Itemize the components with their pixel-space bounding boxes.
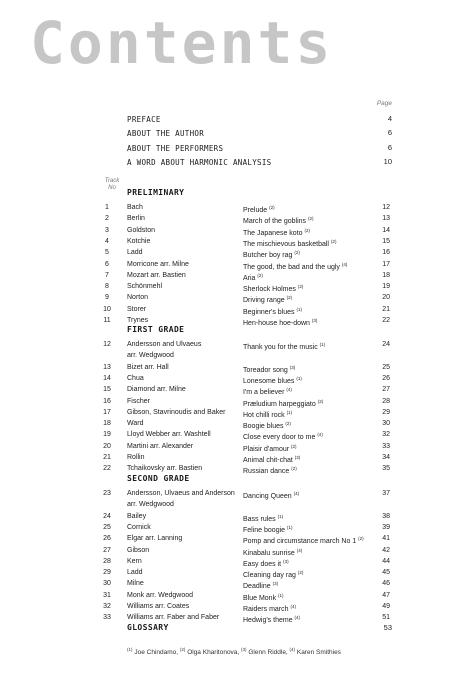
performer-note: (4) xyxy=(289,647,296,652)
composer-name: Williams arr. Coates xyxy=(127,603,190,610)
composer-name: Rollin xyxy=(127,454,145,461)
front-matter-page: 6 xyxy=(387,143,392,152)
table-row[interactable] xyxy=(0,612,468,623)
table-row[interactable] xyxy=(0,567,468,578)
composer-arranger: arr. Wedgwood xyxy=(127,501,174,509)
performer-note: (1) xyxy=(278,592,284,598)
page-number: 24 xyxy=(382,341,390,348)
piece-title xyxy=(243,488,299,502)
track-number: 7 xyxy=(105,271,109,279)
page-column-header: Page xyxy=(376,100,392,107)
track-number: 21 xyxy=(103,454,111,461)
track-number: 27 xyxy=(103,546,111,554)
composer-name: Goldston xyxy=(127,226,156,234)
front-matter-page: 6 xyxy=(387,128,392,137)
table-row[interactable] xyxy=(0,452,468,463)
table-row[interactable] xyxy=(0,601,468,612)
page-number: 34 xyxy=(382,454,390,461)
composer-name: Morricone arr. Milne xyxy=(127,260,189,268)
piece-title xyxy=(243,315,317,329)
front-matter-page: 4 xyxy=(387,114,392,123)
page-number: 41 xyxy=(382,535,390,543)
page-number: 15 xyxy=(382,237,390,245)
track-number: 1 xyxy=(105,204,109,211)
piece-title-text: Animal chit-chat xyxy=(243,457,295,464)
piece-title-text: I'm a believer xyxy=(243,389,287,397)
track-number: 32 xyxy=(103,603,111,610)
page-number: 45 xyxy=(382,569,390,577)
piece-title xyxy=(243,463,297,477)
page-number: 28 xyxy=(382,397,390,405)
composer-name: Bailey xyxy=(127,512,147,520)
performer-note: (1) xyxy=(286,409,293,415)
performer-name: Karen Smithies xyxy=(295,649,341,656)
composer-name: Bach xyxy=(127,204,143,211)
track-column-header: Track No xyxy=(104,178,120,191)
page-number: 46 xyxy=(382,580,390,588)
page-number: 47 xyxy=(382,591,390,599)
table-row[interactable] xyxy=(0,522,468,533)
track-number: 5 xyxy=(105,249,109,257)
performer-note: (1) xyxy=(296,375,302,381)
performer-note: (4) xyxy=(294,615,301,621)
piece-title-text: Easy does it xyxy=(243,560,284,568)
track-number: 18 xyxy=(103,420,111,428)
performer-note: (2) xyxy=(294,250,300,256)
section-heading: PRELIMINARY xyxy=(127,188,185,197)
table-row[interactable] xyxy=(0,556,468,567)
composer-name: Berlin xyxy=(127,215,145,223)
performer-note: (4) xyxy=(286,387,292,393)
track-number: 3 xyxy=(105,226,109,234)
track-number: 10 xyxy=(103,305,111,313)
piece-title-text: Bass rules xyxy=(243,515,278,523)
table-row[interactable] xyxy=(0,247,468,258)
page-number: 14 xyxy=(382,226,390,234)
piece-title-text: Sherlock Holmes xyxy=(243,286,298,294)
performer-note: (2) xyxy=(304,227,310,233)
table-row[interactable] xyxy=(0,384,468,395)
piece-title-text: Raiders march xyxy=(243,606,291,613)
page-number: 33 xyxy=(382,442,390,450)
page-number: 30 xyxy=(382,420,390,428)
composer-name: Andersson, Ulvaeus and Anderson xyxy=(127,490,235,497)
performer-note: (1) xyxy=(286,524,293,530)
performer-note: (4) xyxy=(293,491,300,496)
table-row[interactable] xyxy=(0,488,468,499)
piece-title-text: Deadline xyxy=(243,583,273,591)
composer-name: Mozart arr. Bastien xyxy=(127,271,186,279)
performer-note: (2) xyxy=(285,421,291,427)
track-number: 33 xyxy=(103,614,111,622)
performer-note: (4) xyxy=(290,604,296,609)
piece-title-text: Toreador song xyxy=(243,366,290,374)
performer-note: (3) xyxy=(311,318,318,323)
track-number: 8 xyxy=(105,283,109,291)
performer-note: (1) xyxy=(277,513,284,519)
composer-name: Elgar arr. Lanning xyxy=(127,535,183,543)
page-number: 20 xyxy=(382,294,390,302)
composer-name: Lloyd Webber arr. Washtell xyxy=(127,431,211,439)
performer-note: (3) xyxy=(294,455,301,460)
piece-title-text: March of the goblins xyxy=(243,218,308,226)
page-number: 29 xyxy=(382,408,390,416)
piece-title-text: Russian dance xyxy=(243,468,292,476)
piece-title-text: Butcher boy rag xyxy=(243,252,295,260)
track-number: 12 xyxy=(103,341,111,348)
page-number: 38 xyxy=(382,512,390,520)
page-number: 44 xyxy=(382,557,390,565)
performer-note: (2) xyxy=(330,238,337,244)
glossary-item[interactable]: GLOSSARY xyxy=(127,623,169,632)
front-matter-page: 10 xyxy=(383,157,392,166)
track-number: 15 xyxy=(103,386,111,394)
performer-note: (4) xyxy=(341,261,348,267)
piece-title-text: Hen-house hoe-down xyxy=(243,320,312,327)
performer-note: (2) xyxy=(307,216,314,222)
composer-name: Williams arr. Faber and Faber xyxy=(127,614,220,622)
page-number: 17 xyxy=(382,260,390,268)
performer-note: (1) xyxy=(127,647,133,652)
composer-name: Trynes xyxy=(127,317,149,324)
table-row[interactable] xyxy=(0,407,468,418)
piece-title-text: Beginner's blues xyxy=(243,308,297,316)
piece-title-text: Pomp and circumstance march No 1 xyxy=(243,538,359,546)
table-row[interactable] xyxy=(0,236,468,247)
performer-note: (2) xyxy=(297,570,304,576)
track-number: 26 xyxy=(103,535,111,543)
piece-title-text: Dancing Queen xyxy=(243,493,294,500)
performer-name: Joe Chindamo, xyxy=(132,649,180,656)
table-row[interactable] xyxy=(0,578,468,589)
performer-name: Olga Kharitonova, xyxy=(185,649,242,656)
piece-title-text: Prelude xyxy=(243,207,270,214)
piece-title-text: The Japanese koto xyxy=(243,229,305,237)
page-number: 13 xyxy=(382,215,390,223)
page-number: 42 xyxy=(382,546,390,554)
table-row[interactable] xyxy=(0,533,468,544)
table-row[interactable] xyxy=(0,339,468,350)
composer-name: Ladd xyxy=(127,249,143,257)
track-number: 23 xyxy=(103,490,111,497)
performer-note: (2) xyxy=(291,443,297,449)
table-row[interactable] xyxy=(0,202,468,213)
performer-note: (2) xyxy=(257,272,263,278)
performer-note: (2) xyxy=(179,647,186,652)
track-number: 2 xyxy=(105,215,109,223)
track-number: 13 xyxy=(103,363,111,371)
composer-name: Fischer xyxy=(127,397,150,405)
table-row[interactable] xyxy=(0,511,468,522)
performer-note: (1) xyxy=(296,306,302,312)
track-number: 16 xyxy=(103,397,111,405)
page-number: 21 xyxy=(382,305,390,313)
performer-note: (3) xyxy=(241,647,247,652)
piece-title-text: Cleaning day rag xyxy=(243,572,298,580)
performer-note: (4) xyxy=(317,432,323,438)
performer-note: (3) xyxy=(283,558,289,564)
track-number: 29 xyxy=(103,569,111,577)
piece-title xyxy=(243,339,325,353)
piece-title-text: Thank you for the music xyxy=(243,344,320,351)
composer-name: Schönmehl xyxy=(127,283,163,291)
composer-name: Storer xyxy=(127,305,147,313)
performer-note: (2) xyxy=(358,536,364,542)
track-number: 17 xyxy=(103,408,111,416)
performer-note: (2) xyxy=(291,466,297,472)
track-number: 22 xyxy=(103,465,111,473)
page-number: 51 xyxy=(382,614,390,622)
piece-title-text: Kinabalu sunrise xyxy=(243,549,297,557)
composer-name: Monk arr. Wedgwood xyxy=(127,591,194,599)
composer-name: Ward xyxy=(127,420,144,428)
piece-title-text: Præludium harpeggiato xyxy=(243,400,318,408)
table-row[interactable] xyxy=(0,281,468,292)
table-row[interactable] xyxy=(0,213,468,224)
composer-name: Cornick xyxy=(127,523,151,531)
table-row[interactable] xyxy=(0,429,468,440)
composer-name: Tchaikovsky arr. Bastien xyxy=(127,465,203,473)
performers-footnote xyxy=(0,647,468,656)
piece-title-text: Driving range xyxy=(243,297,287,305)
track-number: 14 xyxy=(103,374,111,382)
performer-name: Glenn Riddle, xyxy=(246,649,290,656)
page-title: Contents xyxy=(30,9,334,77)
composer-name: Diamond arr. Milne xyxy=(127,386,186,394)
page-number: 27 xyxy=(382,386,390,394)
table-row[interactable] xyxy=(0,463,468,474)
table-row[interactable] xyxy=(0,259,468,270)
front-matter-item[interactable]: PREFACE xyxy=(127,115,161,124)
front-matter-item[interactable]: ABOUT THE AUTHOR xyxy=(127,129,205,138)
table-row[interactable] xyxy=(0,225,468,236)
track-number: 9 xyxy=(105,294,109,302)
composer-name: Chua xyxy=(127,374,144,382)
performer-note: (2) xyxy=(317,398,324,404)
front-matter-item[interactable]: A WORD ABOUT HARMONIC ANALYSIS xyxy=(127,158,272,167)
composer-name: Ladd xyxy=(127,569,143,577)
page-number: 39 xyxy=(382,523,390,531)
page-number: 49 xyxy=(382,603,390,610)
composer-name: Martini arr. Alexander xyxy=(127,442,194,450)
piece-title-text: The good, the bad and the ugly xyxy=(243,263,342,271)
composer-name: Gibson xyxy=(127,546,150,554)
track-number: 25 xyxy=(103,523,111,531)
page-number: 16 xyxy=(382,249,390,257)
table-row[interactable] xyxy=(0,545,468,556)
performer-note: (3) xyxy=(289,364,296,370)
page-number: 25 xyxy=(382,363,390,371)
performer-note: (1) xyxy=(319,342,326,347)
track-number: 4 xyxy=(105,237,109,245)
table-row[interactable] xyxy=(0,441,468,452)
composer-name: Bizet arr. Hall xyxy=(127,363,169,371)
composer-name: Milne xyxy=(127,580,144,588)
table-row[interactable] xyxy=(0,396,468,407)
composer-name: Kern xyxy=(127,557,142,565)
page-number: 22 xyxy=(382,317,390,324)
table-row[interactable] xyxy=(0,315,468,326)
page-number: 37 xyxy=(382,490,390,497)
performer-note: (2) xyxy=(269,205,275,210)
composer-name: Kotchie xyxy=(127,237,151,245)
track-number: 20 xyxy=(103,442,111,450)
composer-name: Gibson, Stavrinoudis and Baker xyxy=(127,408,226,416)
track-number: 30 xyxy=(103,580,111,588)
piece-title-text: Plaisir d'amour xyxy=(243,445,292,453)
front-matter-item[interactable]: ABOUT THE PERFORMERS xyxy=(127,144,224,153)
page-number: 12 xyxy=(382,204,390,211)
track-number: 11 xyxy=(103,317,111,324)
piece-title-text: Close every door to me xyxy=(243,434,318,442)
section-heading: FIRST GRADE xyxy=(127,325,185,334)
track-number: 24 xyxy=(103,512,111,520)
section-heading: SECOND GRADE xyxy=(127,474,190,483)
table-row[interactable] xyxy=(0,292,468,303)
page-number: 26 xyxy=(382,374,390,382)
composer-name: Norton xyxy=(127,294,149,302)
performer-note: (2) xyxy=(297,284,304,290)
piece-title-text: Hedwig's theme xyxy=(243,617,295,625)
composer-arranger: arr. Wedgwood xyxy=(127,352,174,360)
table-row[interactable] xyxy=(0,270,468,281)
track-number: 19 xyxy=(103,431,111,439)
piece-title xyxy=(243,612,300,626)
page-number: 18 xyxy=(382,271,390,279)
table-row[interactable] xyxy=(0,590,468,601)
piece-title-text: The mischievous basketball xyxy=(243,240,331,248)
page-number: 19 xyxy=(382,283,390,291)
track-number: 28 xyxy=(103,557,111,565)
piece-title-text: Boogie blues xyxy=(243,423,286,431)
piece-title-text: Lonesome blues xyxy=(243,377,297,385)
glossary-page: 53 xyxy=(383,623,392,632)
performer-note: (2) xyxy=(286,295,293,301)
track-number: 6 xyxy=(105,260,109,268)
performer-note: (4) xyxy=(296,547,303,553)
table-row[interactable] xyxy=(0,304,468,315)
track-number: 31 xyxy=(103,591,111,599)
table-row[interactable] xyxy=(0,362,468,373)
composer-name: Andersson and Ulvaeus xyxy=(127,341,202,348)
page-number: 32 xyxy=(382,431,390,439)
performer-note: (3) xyxy=(272,581,279,587)
piece-title-text: Blue Monk xyxy=(243,594,279,602)
piece-title-text: Aria xyxy=(243,274,258,282)
piece-title-text: Feline boogie xyxy=(243,526,287,534)
table-row[interactable] xyxy=(0,418,468,429)
piece-title-text: Hot chilli rock xyxy=(243,411,287,419)
page-number: 35 xyxy=(382,465,390,473)
table-row[interactable] xyxy=(0,373,468,384)
